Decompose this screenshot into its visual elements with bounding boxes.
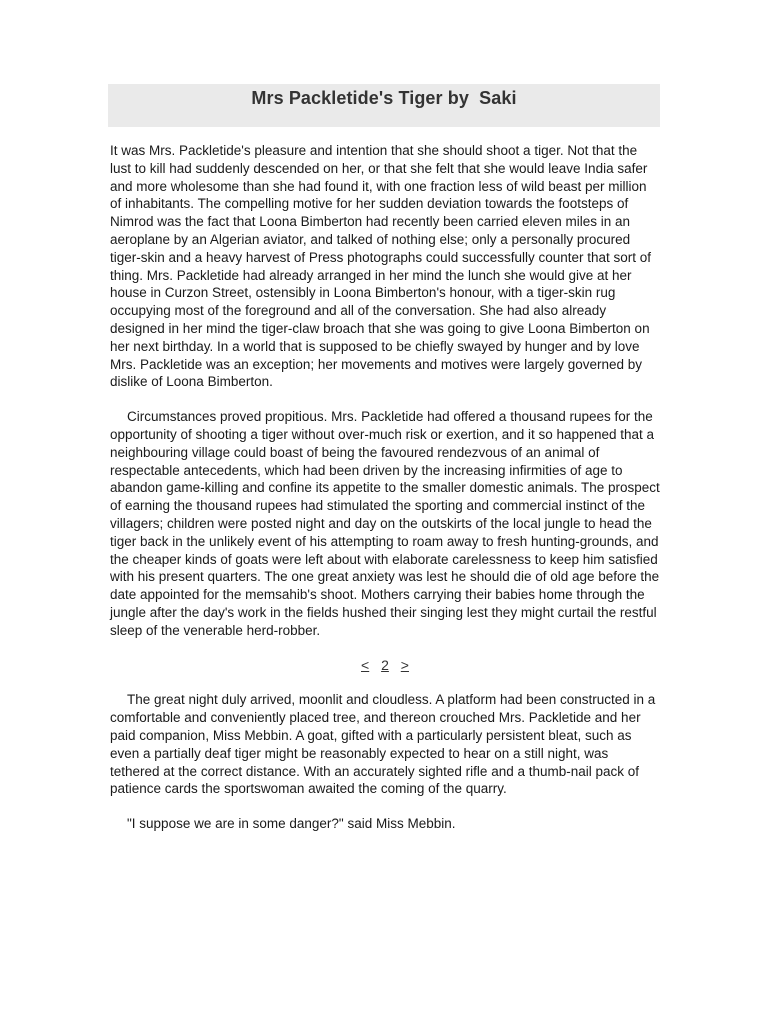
story-body — [110, 142, 660, 850]
next-page-link[interactable]: > — [400, 656, 409, 673]
pagination — [110, 657, 660, 675]
paragraph: "I suppose we are in some danger?" said Miss Mebbin. — [127, 816, 456, 832]
prev-page-link[interactable]: < — [361, 656, 370, 673]
paragraph: It was Mrs. Packletide's pleasure and intention that she should shoot a tiger. Not that the lust to kill had suddenly descended on her, or that she felt that she would leave India safer and more wholesome than she had found it, with one fraction less of wild beast per million of inhabitants. The compelling motive for her sudden deviation towards the footsteps of Nimrod was the fact that Loona Bimberton had recently been carried eleven miles in an aeroplane by an Algerian aviator, and talked of nothing else; only a personally procured tiger-skin and a heavy harvest of Press photographs could successfully counter that sort of thing. Mrs. Packletide had already arranged in her mind the lunch she would give at her house in Curzon Street, ostensibly in Loona Bimberton's honour, with a tiger-skin rug occupying most of the foreground and all of the conversation. She had also already designed in her mind the tiger-claw broach that she was going to give Loona Bimberton on her next birthday. In a world that is supposed to be chiefly swayed by hunger and by love Mrs. Packletide was an exception; her movements and motives were largely governed by dislike of Loona Bimberton. — [110, 143, 652, 390]
paragraph: The great night duly arrived, moonlit and cloudless. A platform had been constructed in a comfortable and conveniently placed tree, and thereon crouched Mrs. Packletide and her paid companion, Miss Mebbin. A goat, gifted with a particularly persistent bleat, such as even a partially deaf tiger might be reasonably expected to hear on a still night, was tethered at the correct distance. With an accurately sighted rifle and a thumb-nail pack of patience cards the sportswoman awaited the coming of the quarry. — [110, 692, 656, 797]
current-page-link[interactable]: 2 — [381, 656, 389, 673]
page-title: Mrs Packletide's Tiger by Saki — [251, 88, 517, 108]
title-banner — [108, 84, 660, 127]
paragraph: Circumstances proved propitious. Mrs. Packletide had offered a thousand rupees for the opportunity of shooting a tiger without over-much risk or exertion, and it so happened that a neighbouring village could boast of being the favoured rendezvous of an animal of respectable antecedents, which had been driven by the increasing infirmities of age to abandon game-killing and confine its appetite to the smaller domestic animals. The prospect of earning the thousand rupees had stimulated the sporting and commercial instinct of the villagers; children were posted night and day on the outskirts of the local jungle to head the tiger back in the unlikely event of his attempting to roam away to fresh hunting-grounds, and the cheaper kinds of goats were left about with elaborate carelessness to keep him satisfied with his present quarters. The one great anxiety was lest he should die of old age before the date appointed for the memsahib's shoot. Mothers carrying their babies home through the jungle after the day's work in the fields hushed their singing lest they might curtail the restful sleep of the venerable herd-robber. — [110, 409, 660, 638]
